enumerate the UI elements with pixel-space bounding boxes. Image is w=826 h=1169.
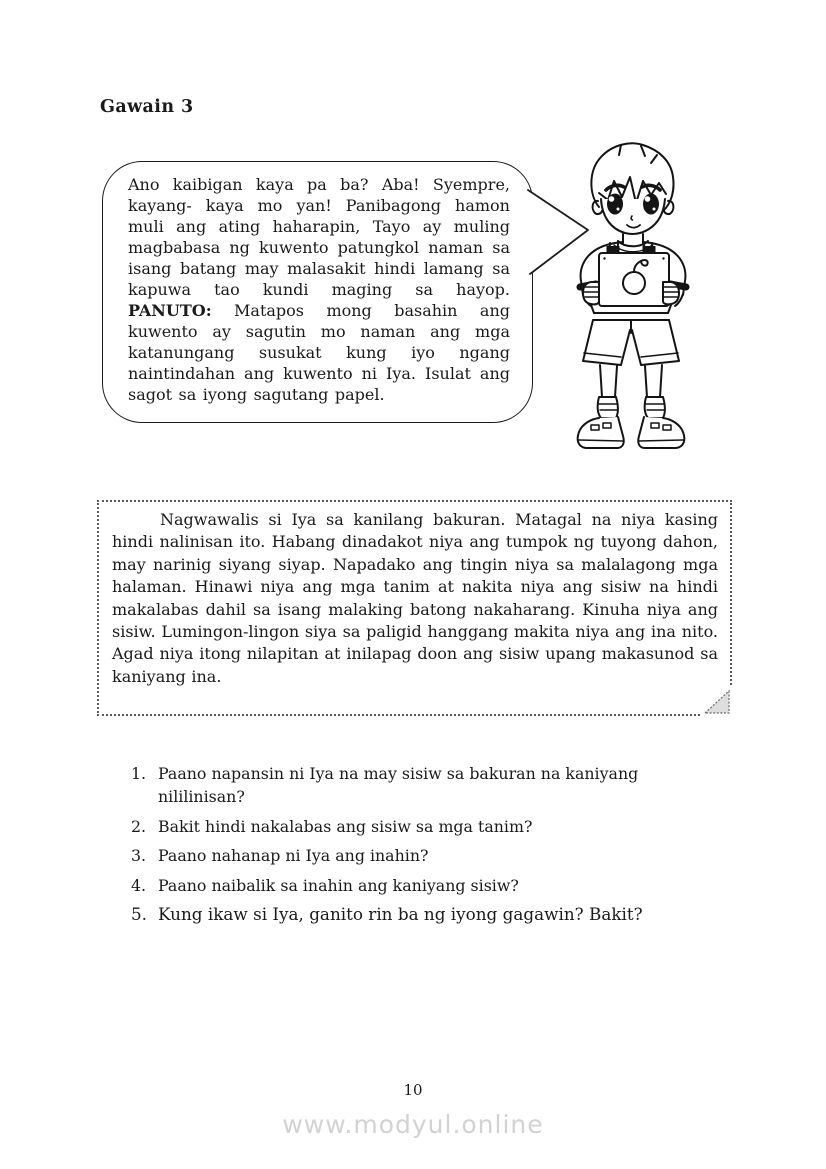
folded-corner-icon (700, 686, 732, 716)
question-item (131, 762, 672, 808)
child-holding-laptop-illustration (561, 137, 701, 459)
watermark: www.modyul.online (282, 1110, 544, 1139)
question-text: Kung ikaw si Iya, ganito rin ba ng iyong gagawin? Bakit? (158, 904, 643, 924)
story-box (97, 500, 732, 716)
question-text: Bakit hindi nakalabas ang sisiw sa mga tanim? (158, 816, 533, 836)
question-text: Paano napansin ni Iya na may sisiw sa bakuran na kaniyang nililinisan? (158, 764, 639, 806)
panuto-label: PANUTO: (128, 301, 212, 320)
question-number: 4. (131, 875, 147, 895)
speech-bubble-text (103, 162, 532, 405)
story-paragraph: Nagwawalis si Iya sa kanilang bakuran. Matagal na niya kasing hindi nalinisan ito. Habang dinadakot niya ang tumpok ng tuyong dahon, may narinig siyang siyap. Napadako ang tingin niya sa malalagong mga halaman. Hinawi niya ang mga tanim at nakita niya ang sisiw na hindi makalabas dahil sa isang malaking batong nakaharang. Kinuha niya ang sisiw. Lumingon-lingon siya sa paligid hanggang makita niya ang ina nito. Agad niya itong nilapitan at inilapag doon ang sisiw upang makasunod sa kaniyang ina. (112, 510, 718, 686)
question-item (131, 844, 672, 867)
question-text: Paano naibalik sa inahin ang kaniyang sisiw? (158, 875, 519, 895)
page-number: 10 (403, 1081, 423, 1099)
page-title: Gawain 3 (100, 97, 194, 117)
question-number: 3. (131, 846, 147, 865)
question-item (131, 815, 672, 838)
speech-bubble (102, 161, 533, 423)
question-number: 1. (131, 764, 147, 783)
question-item (131, 903, 672, 926)
question-list (131, 762, 672, 933)
question-number: 5. (131, 904, 148, 924)
question-number: 2. (131, 816, 147, 836)
question-item (131, 874, 672, 897)
bubble-intro-text: Ano kaibigan kaya pa ba? Aba! Syempre, kayang- kaya mo yan! Panibagong hamon muli ang ating haharapin, Tayo ay muling magbabasa ng kuwento patungkol naman sa isang batang may malasakit hindi lamang sa kapuwa tao kundi maging sa hayop. (128, 175, 510, 299)
bubble-instruction-text: Matapos mong basahin ang kuwento ay sagutin mo naman ang mga katanungang susukat kung iyo ngang naintindahan ang kuwento ni Iya. Isulat ang sagot sa iyong sagutang papel. (128, 301, 510, 404)
question-text: Paano nahanap ni Iya ang inahin? (158, 846, 429, 865)
